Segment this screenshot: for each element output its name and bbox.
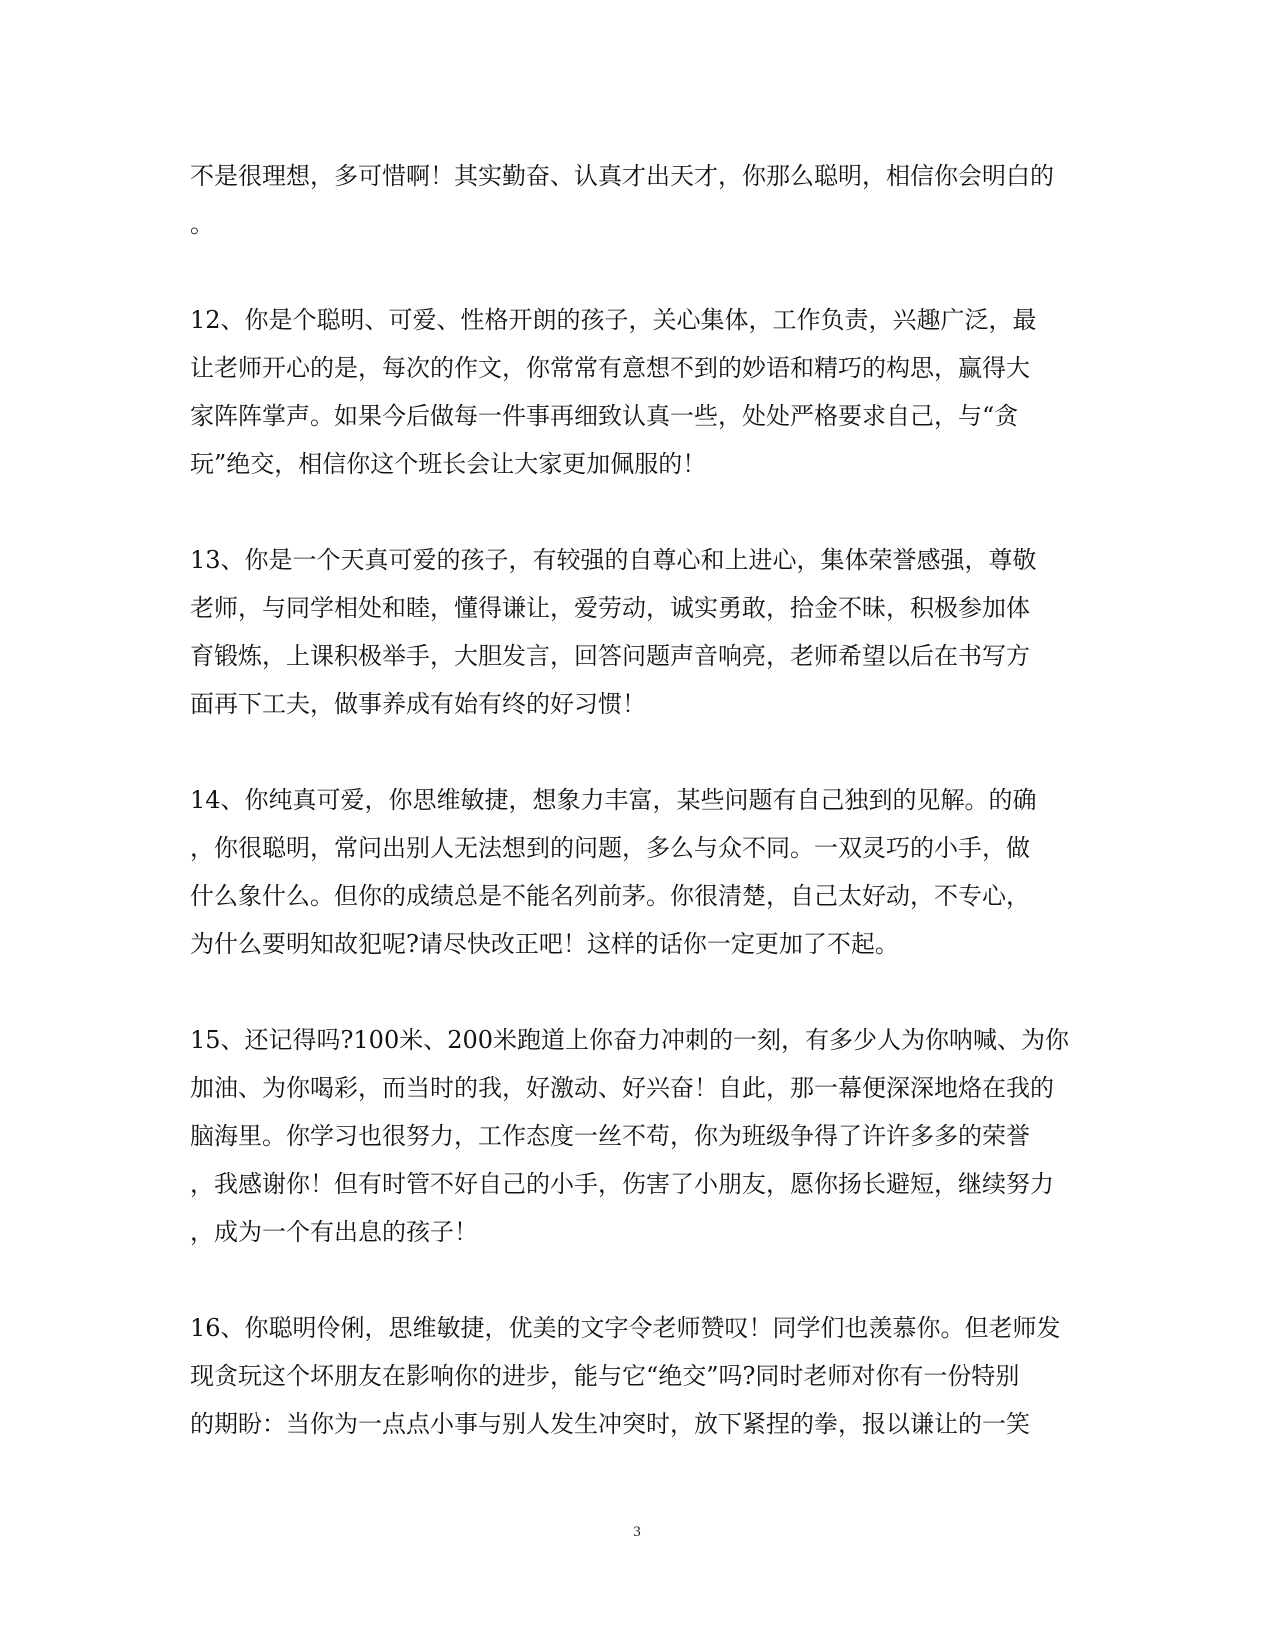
paragraph-spacer <box>190 968 1090 1016</box>
text-line: 12、你是个聪明、可爱、性格开朗的孩子，关心集体，工作负责，兴趣广泛，最 <box>190 306 1037 334</box>
text-line: 16、你聪明伶俐，思维敏捷，优美的文字令老师赞叹！同学们也羡慕你。但老师发 <box>190 1314 1061 1342</box>
text-line: ，成为一个有出息的孩子！ <box>190 1218 478 1246</box>
paragraph-spacer <box>190 488 1090 536</box>
text-line: 让老师开心的是，每次的作文，你常常有意想不到的妙语和精巧的构思，赢得大 <box>190 354 1030 382</box>
text-line: 为什么要明知故犯呢?请尽快改正吧！这样的话你一定更加了不起。 <box>190 930 899 958</box>
paragraph-14 <box>190 776 1090 968</box>
page-number: 3 <box>633 1524 641 1540</box>
text-line: 玩”绝交，相信你这个班长会让大家更加佩服的！ <box>190 450 707 478</box>
paragraph-16 <box>190 1304 1090 1448</box>
paragraph-15 <box>190 1016 1090 1256</box>
text-line: 老师，与同学相处和睦，懂得谦让，爱劳动，诚实勇敢，拾金不昧，积极参加体 <box>190 594 1030 622</box>
text-line: 的期盼：当你为一点点小事与别人发生冲突时，放下紧捏的拳，报以谦让的一笑 <box>190 1410 1030 1438</box>
text-line: 面再下工夫，做事养成有始有终的好习惯！ <box>190 690 646 718</box>
paragraph-13 <box>190 536 1090 728</box>
paragraph-spacer <box>190 728 1090 776</box>
text-line: 14、你纯真可爱，你思维敏捷，想象力丰富，某些问题有自己独到的见解。的确 <box>190 786 1037 814</box>
paragraph-spacer <box>190 248 1090 296</box>
text-line: 。 <box>190 210 214 238</box>
text-line: 家阵阵掌声。如果今后做每一件事再细致认真一些，处处严格要求自己，与“贪 <box>190 402 1019 430</box>
text-line: ，我感谢你！但有时管不好自己的小手，伤害了小朋友，愿你扬长避短，继续努力 <box>190 1170 1054 1198</box>
text-line: 脑海里。你学习也很努力，工作态度一丝不苟，你为班级争得了许许多多的荣誉 <box>190 1122 1030 1150</box>
text-line: 15、还记得吗?100米、200米跑道上你奋力冲刺的一刻，有多少人为你呐喊、为你 <box>190 1026 1070 1054</box>
text-line: 现贪玩这个坏朋友在影响你的进步，能与它“绝交”吗?同时老师对你有一份特别 <box>190 1362 1020 1390</box>
text-line: 不是很理想，多可惜啊！其实勤奋、认真才出天才，你那么聪明，相信你会明白的 <box>190 162 1054 190</box>
text-line: ，你很聪明，常问出别人无法想到的问题，多么与众不同。一双灵巧的小手，做 <box>190 834 1030 862</box>
paragraph-12 <box>190 296 1090 488</box>
text-line: 13、你是一个天真可爱的孩子，有较强的自尊心和上进心，集体荣誉感强，尊敬 <box>190 546 1037 574</box>
text-line: 什么象什么。但你的成绩总是不能名列前茅。你很清楚，自己太好动，不专心， <box>190 882 1030 910</box>
document-body <box>190 152 1090 1448</box>
paragraph-continuation <box>190 152 1090 248</box>
text-line: 加油、为你喝彩，而当时的我，好激动、好兴奋！自此，那一幕便深深地烙在我的 <box>190 1074 1054 1102</box>
paragraph-spacer <box>190 1256 1090 1304</box>
text-line: 育锻炼，上课积极举手，大胆发言，回答问题声音响亮，老师希望以后在书写方 <box>190 642 1030 670</box>
